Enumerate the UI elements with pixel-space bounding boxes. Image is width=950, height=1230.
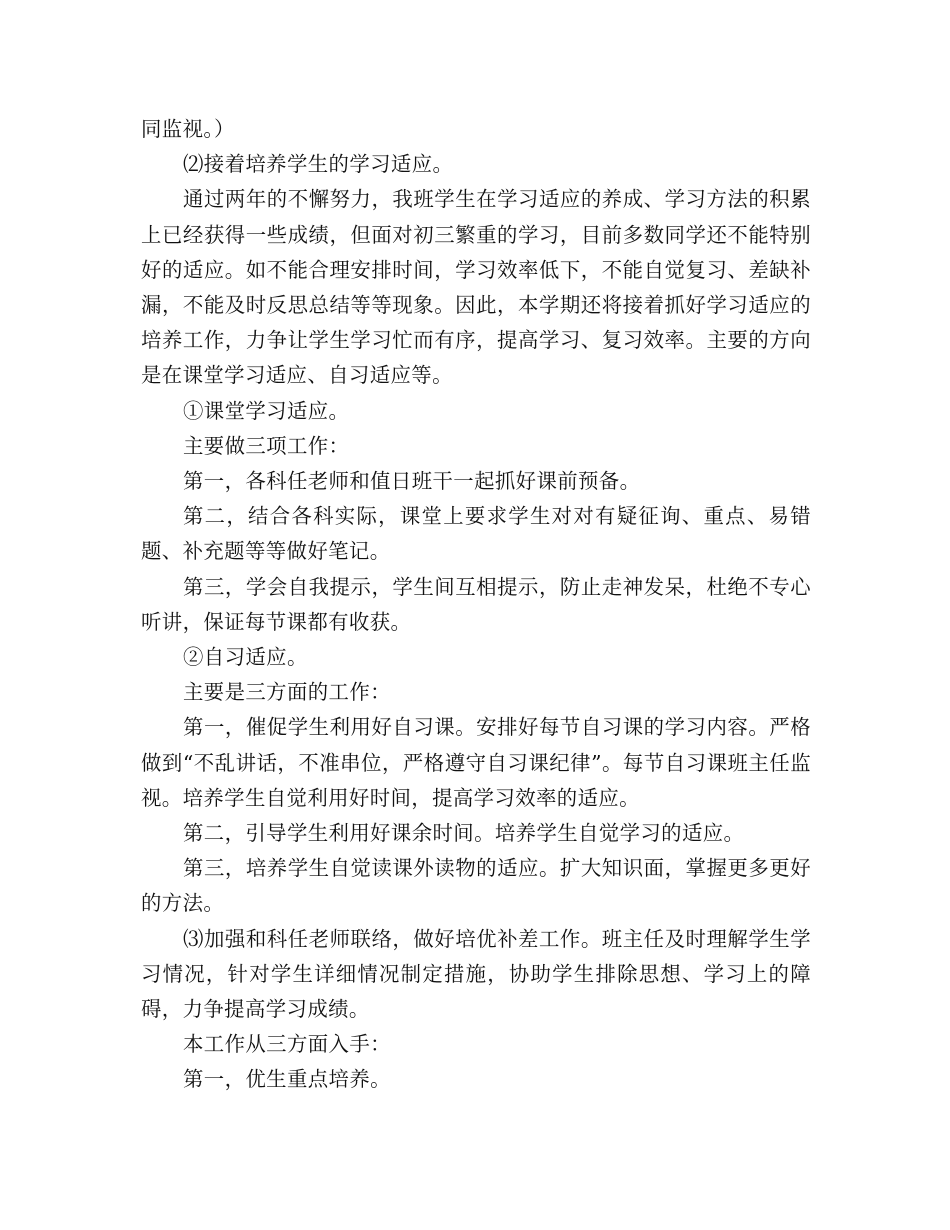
paragraph-4: ①课堂学习适应。 [183,398,350,423]
paragraph-5: 主要做三项工作： [183,433,350,458]
paragraph-8: 第三，学会自我提示，学生间互相提示，防止走神发呆，杜绝不专心听讲，保证每节课都有收获。 [141,574,811,634]
paragraph-6: 第一，各科任老师和值日班干一起抓好课前预备。 [183,469,641,494]
paragraph-16: 第一，优生重点培养。 [183,1067,391,1092]
paragraph-1: 同监视。） [141,117,235,141]
paragraph-9: ②自习适应。 [183,645,308,670]
paragraph-2: ⑵接着培养学生的学习适应。 [183,152,454,177]
paragraph-11: 第一，催促学生利用好自习课。安排好每节自习课的学习内容。严格做到“不乱讲话，不准串位，严格遵守自习课纪律”。每节自习课班主任监视。培养学生自觉利用好时间，提高学习效率的适应。 [141,715,811,810]
document-page [141,112,811,1098]
paragraph-7: 第二，结合各科实际，课堂上要求学生对对有疑征询、重点、易错题、补充题等等做好笔记。 [141,504,811,564]
paragraph-12: 第二，引导学生利用好课余时间。培养学生自觉学习的适应。 [183,821,745,846]
paragraph-14: ⑶加强和科任老师联络，做好培优补差工作。班主任及时理解学生学习情况，针对学生详细情况制定措施，协助学生排除思想、学习上的障碍，力争提高学习成绩。 [141,926,811,1022]
paragraph-3: 通过两年的不懈努力，我班学生在学习适应的养成、学习方法的积累上已经获得一些成绩，但面对初三繁重的学习，目前多数同学还不能特别好的适应。如不能合理安排时间，学习效率低下，不能自觉复习、差缺补漏，不能及时反思总结等等现象。因此，本学期还将接着抓好学习适应的培养工作，力争让学生学习忙而有序，提高学习、复习效率。主要的方向是在课堂学习适应、自习适应等。 [141,187,811,388]
paragraph-15: 本工作从三方面入手： [183,1032,391,1057]
paragraph-13: 第三，培养学生自觉读课外读物的适应。扩大知识面，掌握更多更好的方法。 [141,856,811,916]
paragraph-10: 主要是三方面的工作： [183,680,391,705]
